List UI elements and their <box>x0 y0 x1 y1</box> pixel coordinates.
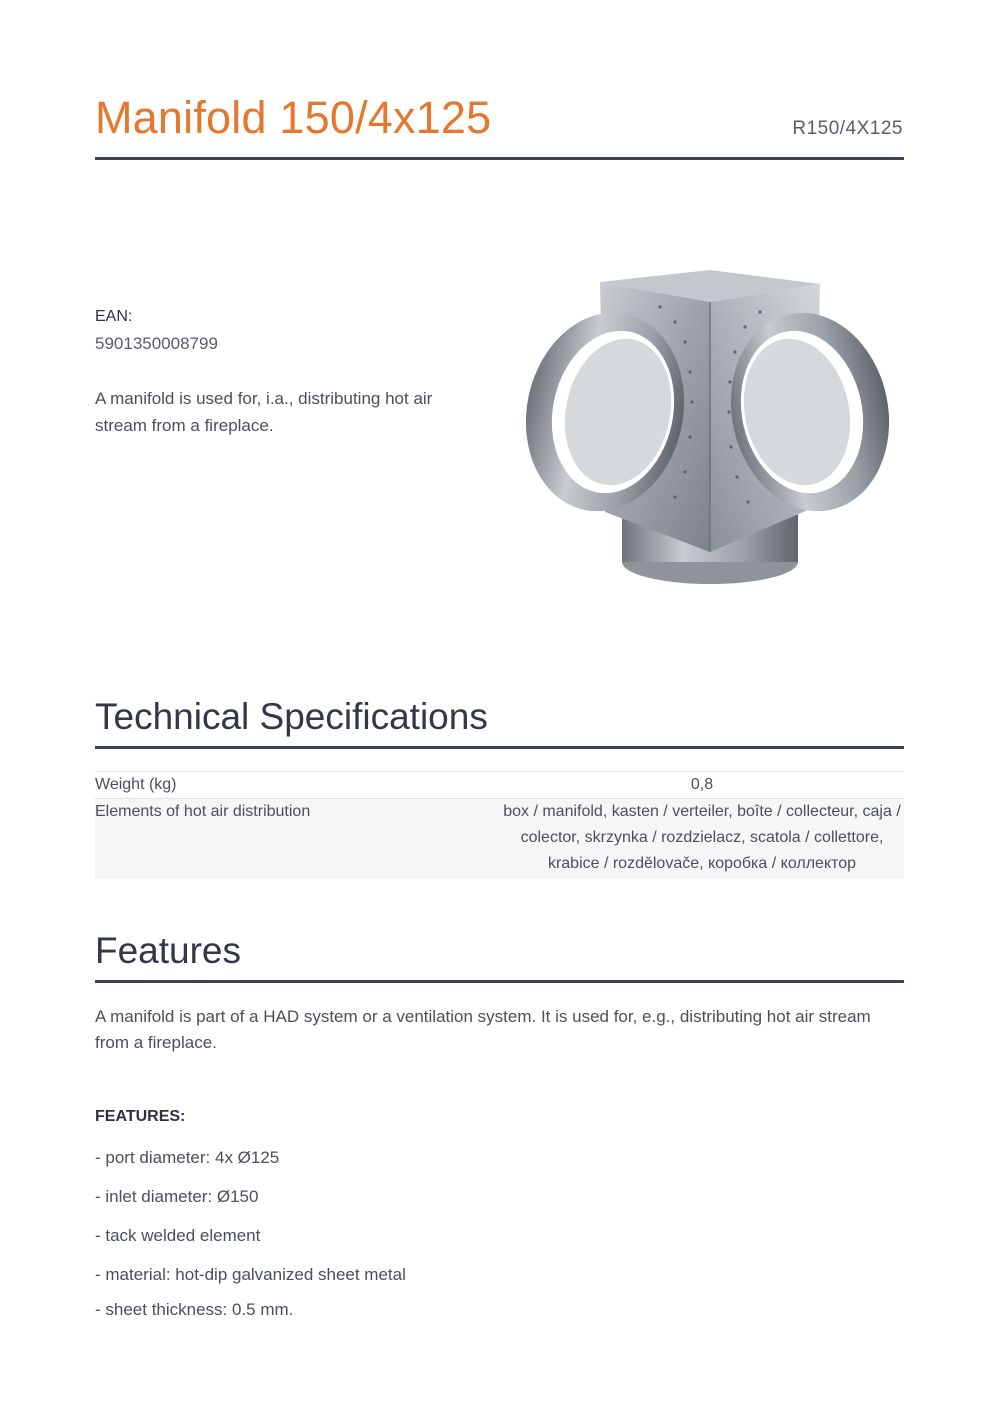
table-row <box>95 772 904 799</box>
list-item: - inlet diameter: Ø150 <box>95 1187 259 1206</box>
spec-label: Elements of hot air distribution <box>95 803 311 820</box>
spec-value: box / manifold, kasten / verteiler, boîte / collecteur, caja / colector, skrzynka / rozdzielacz, scatola / collettore, krabice / rozdělovače, коробка / коллектор <box>503 803 901 872</box>
product-title: Manifold 150/4x125 <box>95 92 492 143</box>
list-item: - tack welded element <box>95 1226 261 1245</box>
tech-specs-heading: Technical Specifications <box>95 696 488 737</box>
spec-table <box>95 771 904 879</box>
ean-value: 5901350008799 <box>95 334 218 353</box>
list-item: - sheet thickness: 0.5 mm. <box>95 1300 294 1319</box>
intro-description: A manifold is used for, i.a., distributing hot air stream from a fireplace. <box>95 389 433 435</box>
features-list <box>95 1147 406 1321</box>
spec-value: 0,8 <box>690 776 714 793</box>
header-divider <box>95 157 904 160</box>
features-list-heading: FEATURES: <box>95 1108 186 1125</box>
list-item: - port diameter: 4x Ø125 <box>95 1148 280 1167</box>
list-item: - material: hot-dip galvanized sheet metal <box>95 1265 406 1284</box>
features-description: A manifold is part of a HAD system or a ventilation system. It is used for, e.g., distributing hot air stream from a fireplace. <box>95 1007 871 1052</box>
table-row <box>95 799 904 879</box>
tech-specs-divider <box>95 746 904 749</box>
features-heading: Features <box>95 930 242 971</box>
product-code: R150/4X125 <box>792 118 903 139</box>
features-divider <box>95 980 904 983</box>
ean-label: EAN: <box>95 308 133 325</box>
manifold-product-image <box>510 262 900 592</box>
spec-label: Weight (kg) <box>95 776 177 793</box>
